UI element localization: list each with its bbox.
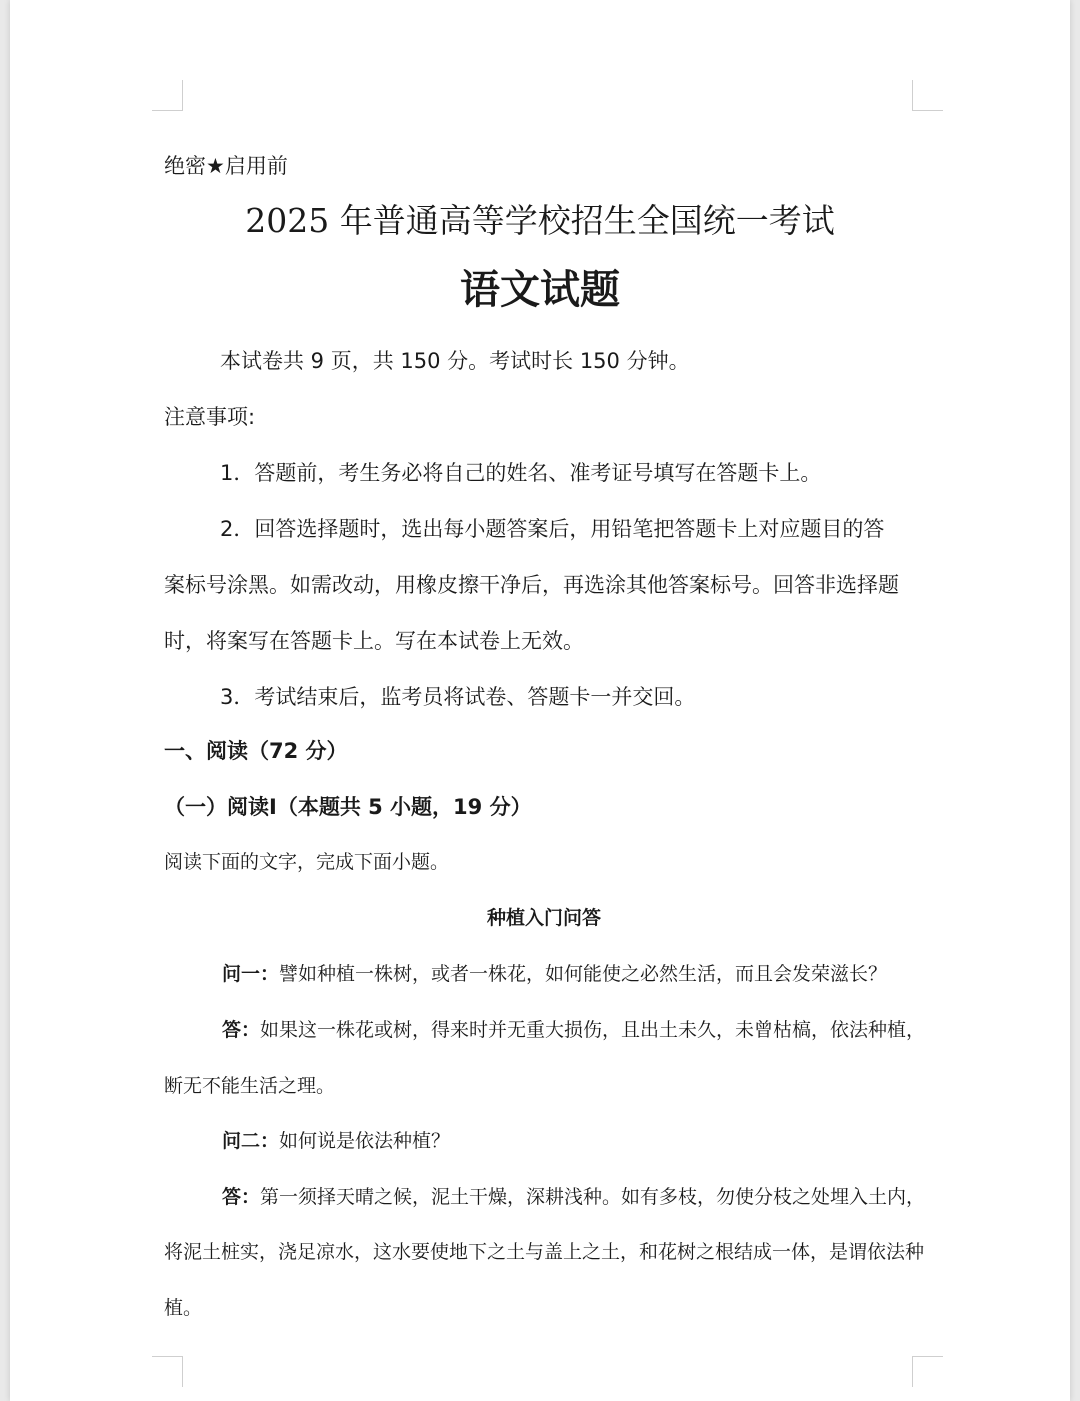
page-corner-mark-top-left	[152, 80, 183, 111]
qa-line	[164, 1243, 924, 1262]
section-heading: 一、阅读（72 分）	[164, 739, 348, 763]
qa-label: 问二：	[222, 1130, 280, 1152]
qa-text: 第一须择天晴之候，泥土干燥，深耕浅种。如有多枝，勿使分枝之处埋入土内，	[260, 1186, 926, 1208]
qa-text: 譬如种植一株树，或者一株花，如何能使之必然生活，而且会发荣滋长？	[279, 963, 888, 985]
qa-line	[164, 1077, 924, 1096]
qa-label: 问一：	[222, 963, 280, 985]
qa-text: 将泥土桩实，浇足凉水，这水要使地下之土与盖上之土，和花树之根结成一体，是谓依法种	[164, 1241, 925, 1263]
qa-line	[164, 1021, 982, 1040]
qa-line	[164, 965, 982, 984]
exam-title: 2025 年普通高等学校招生全国统一考试	[245, 201, 835, 240]
page-corner-mark-top-right	[912, 80, 943, 111]
qa-line	[164, 1188, 982, 1207]
qa-text: 如何说是依法种植？	[279, 1130, 451, 1152]
notice-item-3: 3．考试结束后，监考员将试卷、答题卡一并交回。	[220, 685, 696, 709]
notice-item-2-cont: 案标号涂黑。如需改动，用橡皮擦干净后，再选涂其他答案标号。回答非选择题	[164, 573, 899, 597]
reading-instruction: 阅读下面的文字，完成下面小题。	[164, 851, 450, 873]
qa-line	[164, 1132, 982, 1151]
notice-heading: 注意事项:	[164, 405, 256, 429]
exam-summary: 本试卷共 9 页，共 150 分。考试时长 150 分钟。	[220, 349, 690, 373]
subject-title: 语文试题	[460, 267, 620, 313]
page-corner-mark-bottom-right	[912, 1356, 943, 1387]
page-corner-mark-bottom-left	[152, 1356, 183, 1387]
classification-label: 绝密★启用前	[164, 154, 288, 178]
qa-line	[164, 1299, 924, 1318]
notice-item-1: 1．答题前，考生务必将自己的姓名、准考证号填写在答题卡上。	[220, 461, 822, 485]
qa-text: 断无不能生活之理。	[164, 1075, 336, 1097]
notice-item-2-end: 时，将案写在答题卡上。写在本试卷上无效。	[164, 629, 584, 653]
passage-title: 种植入门问答	[486, 907, 601, 929]
qa-text: 植。	[164, 1297, 203, 1319]
subsection-heading: （一）阅读Ⅰ（本题共 5 小题，19 分）	[164, 795, 532, 819]
qa-text: 如果这一株花或树，得来时并无重大损伤，且出土未久，未曾枯槁，依法种植，	[260, 1019, 926, 1041]
notice-item-2: 2．回答选择题时，选出每小题答案后，用铅笔把答题卡上对应题目的答	[220, 517, 885, 541]
qa-label: 答：	[222, 1186, 261, 1208]
qa-label: 答：	[222, 1019, 261, 1041]
